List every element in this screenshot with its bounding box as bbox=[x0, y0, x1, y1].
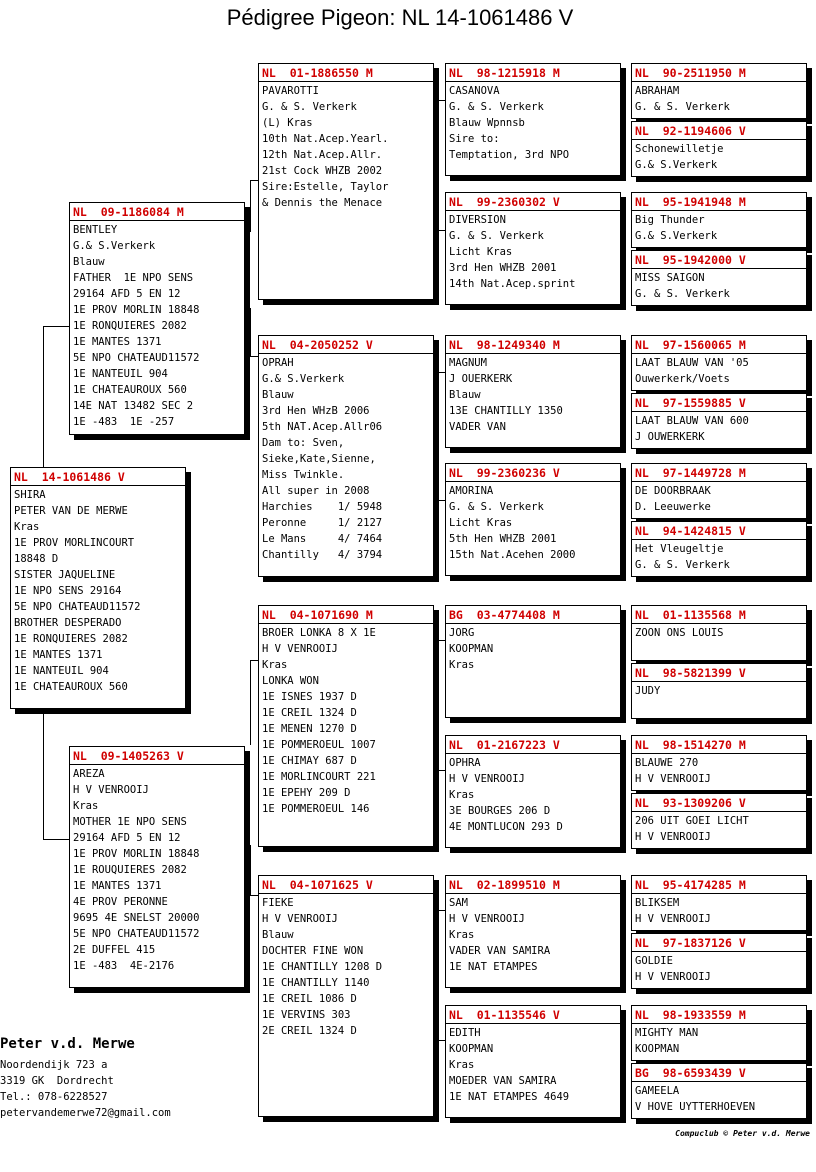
pigeon-details bbox=[446, 1024, 620, 1105]
pigeon-details bbox=[632, 482, 806, 515]
connector-line bbox=[437, 770, 445, 771]
detail-line: VADER VAN SAMIRA bbox=[449, 945, 551, 957]
pigeon-name: LAAT BLAUW VAN 600 bbox=[635, 415, 749, 427]
pigeon-details bbox=[632, 624, 806, 641]
pigeon-name: MAGNUM bbox=[449, 357, 487, 369]
detail-line: J OUERKERK bbox=[449, 373, 513, 385]
detail-line: 12th Nat.Acep.Allr. bbox=[262, 149, 383, 161]
pigeon-name: 206 UIT GOEI LICHT bbox=[635, 815, 749, 827]
pigeon-details bbox=[70, 765, 244, 974]
ring-number: NL 99-2360236 V bbox=[446, 464, 620, 482]
ring-number: NL 01-1886550 M bbox=[259, 64, 433, 82]
ring-number: BG 98-6593439 V bbox=[632, 1064, 806, 1082]
ring-number: NL 04-2050252 V bbox=[259, 336, 433, 354]
detail-line: 18848 D bbox=[14, 553, 59, 565]
detail-line: Kras bbox=[449, 1059, 475, 1071]
ring-number: NL 99-2360302 V bbox=[446, 193, 620, 211]
detail-line: Sire to: bbox=[449, 133, 500, 145]
pigeon-name: DIVERSION bbox=[449, 214, 506, 226]
detail-line: Sire:Estelle, Taylor bbox=[262, 181, 389, 193]
pigeon-details bbox=[632, 1024, 806, 1057]
pigeon-card-g10 bbox=[631, 663, 807, 719]
detail-line: 1E POMMEROEUL 146 bbox=[262, 803, 370, 815]
detail-line: All super in 2008 bbox=[262, 485, 370, 497]
detail-line: G. & S. Verkerk bbox=[449, 101, 544, 113]
detail-line: G. & S. Verkerk bbox=[635, 559, 730, 571]
detail-line: 1E NANTEUIL 904 bbox=[73, 368, 168, 380]
detail-line: 1E MANTES 1371 bbox=[14, 649, 103, 661]
detail-line: 1E CHIMAY 687 D bbox=[262, 755, 357, 767]
pigeon-name: SAM bbox=[449, 897, 468, 909]
pigeon-card-g15 bbox=[631, 1005, 807, 1061]
pigeon-name: OPHRA bbox=[449, 757, 481, 769]
pigeon-card-g9 bbox=[631, 605, 807, 661]
pigeon-details bbox=[632, 412, 806, 445]
detail-line: KOOPMAN bbox=[635, 1043, 680, 1055]
detail-line: Chantilly 4/ 3794 bbox=[262, 549, 383, 561]
detail-line: BROTHER DESPERADO bbox=[14, 617, 122, 629]
credit-text: Compuclub © Peter v.d. Merwe bbox=[675, 1129, 810, 1138]
detail-line: 1E CREIL 1086 D bbox=[262, 993, 357, 1005]
detail-line: Peronne 1/ 2127 bbox=[262, 517, 383, 529]
connector-line bbox=[250, 895, 258, 896]
pigeon-card-mfm bbox=[445, 735, 621, 848]
detail-line: 1E POMMEROEUL 1007 bbox=[262, 739, 376, 751]
detail-line: KOOPMAN bbox=[449, 1043, 494, 1055]
ring-number: NL 97-1837126 V bbox=[632, 934, 806, 952]
pigeon-name: GAMEELA bbox=[635, 1085, 680, 1097]
owner-email: petervandemerwe72@gmail.com bbox=[0, 1107, 171, 1119]
pigeon-name: AREZA bbox=[73, 768, 105, 780]
pigeon-name: MISS SAIGON bbox=[635, 272, 705, 284]
detail-line: 1E -483 1E -257 bbox=[73, 416, 175, 428]
ring-number: NL 95-1942000 V bbox=[632, 251, 806, 269]
owner-phone: Tel.: 078-6228527 bbox=[0, 1091, 108, 1103]
ring-number: NL 94-1424815 V bbox=[632, 522, 806, 540]
detail-line: H V VENROOIJ bbox=[449, 773, 525, 785]
pigeon-details bbox=[632, 952, 806, 985]
detail-line: KOOPMAN bbox=[449, 643, 494, 655]
pigeon-card-subject bbox=[10, 467, 186, 709]
pigeon-card-mmf bbox=[445, 875, 621, 988]
detail-line: Blauw bbox=[262, 389, 294, 401]
pigeon-card-g8 bbox=[631, 521, 807, 577]
pigeon-card-g13 bbox=[631, 875, 807, 931]
pigeon-details bbox=[632, 894, 806, 927]
detail-line: 5th Hen WHZB 2001 bbox=[449, 533, 557, 545]
detail-line: Blauw Wpnnsb bbox=[449, 117, 525, 129]
ring-number: NL 14-1061486 V bbox=[11, 468, 185, 486]
pigeon-name: Big Thunder bbox=[635, 214, 705, 226]
detail-line: G. & S. Verkerk bbox=[635, 101, 730, 113]
pigeon-details bbox=[632, 82, 806, 115]
detail-line: Licht Kras bbox=[449, 246, 513, 258]
pigeon-details bbox=[446, 624, 620, 673]
detail-line: SISTER JAQUELINE bbox=[14, 569, 116, 581]
pigeon-name: JUDY bbox=[635, 685, 661, 697]
detail-line: 2E DUFFEL 415 bbox=[73, 944, 156, 956]
detail-line: G.& S.Verkerk bbox=[635, 159, 718, 171]
pigeon-name: LAAT BLAUW VAN '05 bbox=[635, 357, 749, 369]
ring-number: BG 03-4774408 M bbox=[446, 606, 620, 624]
pigeon-name: BLAUWE 270 bbox=[635, 757, 699, 769]
connector-line bbox=[250, 356, 258, 357]
pigeon-card-g4 bbox=[631, 250, 807, 306]
detail-line: 4E PROV PERONNE bbox=[73, 896, 168, 908]
pigeon-card-g12 bbox=[631, 793, 807, 849]
pigeon-details bbox=[632, 812, 806, 845]
pigeon-card-mother bbox=[69, 746, 245, 988]
detail-line: Kras bbox=[262, 659, 288, 671]
ring-number: NL 01-2167223 V bbox=[446, 736, 620, 754]
pigeon-details bbox=[446, 354, 620, 435]
detail-line: Le Mans 4/ 7464 bbox=[262, 533, 383, 545]
connector-line bbox=[250, 660, 258, 661]
ring-number: NL 98-1249340 M bbox=[446, 336, 620, 354]
detail-line: Temptation, 3rd NPO bbox=[449, 149, 570, 161]
detail-line: 15th Nat.Acehen 2000 bbox=[449, 549, 576, 561]
pigeon-details bbox=[632, 269, 806, 302]
detail-line: 1E CHANTILLY 1208 D bbox=[262, 961, 383, 973]
detail-line: 1E -483 4E-2176 bbox=[73, 960, 175, 972]
detail-line: 1E ISNES 1937 D bbox=[262, 691, 357, 703]
ring-number: NL 04-1071625 V bbox=[259, 876, 433, 894]
pigeon-card-fmf bbox=[445, 335, 621, 448]
pigeon-details bbox=[446, 482, 620, 563]
connector-line bbox=[437, 640, 445, 641]
detail-line: 5E NPO CHATEAUD11572 bbox=[14, 601, 141, 613]
detail-line: Harchies 1/ 5948 bbox=[262, 501, 383, 513]
pigeon-name: ABRAHAM bbox=[635, 85, 680, 97]
connector-line bbox=[43, 709, 44, 839]
detail-line: 1E CHANTILLY 1140 bbox=[262, 977, 370, 989]
pigeon-card-mf bbox=[258, 605, 434, 847]
pigeon-card-ff bbox=[258, 63, 434, 300]
pigeon-name: PAVAROTTI bbox=[262, 85, 319, 97]
detail-line: Sieke,Kate,Sienne, bbox=[262, 453, 376, 465]
detail-line: 3rd Hen WHzB 2006 bbox=[262, 405, 370, 417]
ring-number: NL 98-1514270 M bbox=[632, 736, 806, 754]
detail-line: 1E ROUQUIERES 2082 bbox=[73, 864, 187, 876]
pigeon-card-g7 bbox=[631, 463, 807, 519]
detail-line: 14th Nat.Acep.sprint bbox=[449, 278, 576, 290]
pigeon-card-g16 bbox=[631, 1063, 807, 1119]
pigeon-name: BENTLEY bbox=[73, 224, 118, 236]
detail-line: 1E NPO SENS 29164 bbox=[14, 585, 122, 597]
detail-line: H V VENROOIJ bbox=[262, 913, 338, 925]
pigeon-card-g1 bbox=[631, 63, 807, 119]
connector-line bbox=[43, 326, 69, 327]
pigeon-card-g2 bbox=[631, 121, 807, 177]
ring-number: NL 98-5821399 V bbox=[632, 664, 806, 682]
connector-line bbox=[437, 910, 445, 911]
detail-line: 5E NPO CHATEAUD11572 bbox=[73, 352, 200, 364]
ring-number: NL 09-1405263 V bbox=[70, 747, 244, 765]
detail-line: (L) Kras bbox=[262, 117, 313, 129]
detail-line: DOCHTER FINE WON bbox=[262, 945, 364, 957]
pigeon-name: BROER LONKA 8 X 1E bbox=[262, 627, 376, 639]
detail-line: LONKA WON bbox=[262, 675, 319, 687]
detail-line: 10th Nat.Acep.Yearl. bbox=[262, 133, 389, 145]
detail-line: 9695 4E SNELST 20000 bbox=[73, 912, 200, 924]
detail-line: 5E NPO CHATEAUD11572 bbox=[73, 928, 200, 940]
detail-line: H V VENROOIJ bbox=[449, 913, 525, 925]
detail-line: 1E NAT ETAMPES 4649 bbox=[449, 1091, 570, 1103]
pigeon-card-fff bbox=[445, 63, 621, 176]
detail-line: 1E MANTES 1371 bbox=[73, 336, 162, 348]
pigeon-name: ZOON ONS LOUIS bbox=[635, 627, 724, 639]
detail-line: G.& S.Verkerk bbox=[262, 373, 345, 385]
detail-line: G. & S. Verkerk bbox=[449, 230, 544, 242]
pigeon-name: MIGHTY MAN bbox=[635, 1027, 699, 1039]
pigeon-details bbox=[446, 894, 620, 975]
detail-line: 4E MONTLUCON 293 D bbox=[449, 821, 563, 833]
pigeon-details bbox=[446, 211, 620, 292]
pigeon-card-mm bbox=[258, 875, 434, 1117]
pigeon-card-g6 bbox=[631, 393, 807, 449]
ring-number: NL 04-1071690 M bbox=[259, 606, 433, 624]
detail-line: FATHER 1E NPO SENS bbox=[73, 272, 194, 284]
ring-number: NL 95-1941948 M bbox=[632, 193, 806, 211]
detail-line: H V VENROOIJ bbox=[262, 643, 338, 655]
pigeon-name: FIEKE bbox=[262, 897, 294, 909]
detail-line: & Dennis the Menace bbox=[262, 197, 383, 209]
pigeon-details bbox=[632, 1082, 806, 1115]
ring-number: NL 98-1933559 M bbox=[632, 1006, 806, 1024]
owner-address: Noordendijk 723 a bbox=[0, 1059, 108, 1071]
detail-line: MOEDER VAN SAMIRA bbox=[449, 1075, 557, 1087]
pigeon-details bbox=[446, 754, 620, 835]
pigeon-details bbox=[632, 754, 806, 787]
page-title: Pédigree Pigeon: NL 14-1061486 V bbox=[226, 5, 574, 30]
detail-line: Kras bbox=[449, 659, 475, 671]
detail-line: 1E CHATEAUROUX 560 bbox=[73, 384, 187, 396]
detail-line: H V VENROOIJ bbox=[635, 913, 711, 925]
connector-line bbox=[437, 230, 445, 231]
pigeon-card-g11 bbox=[631, 735, 807, 791]
pigeon-card-ffm bbox=[445, 192, 621, 305]
pigeon-card-mff bbox=[445, 605, 621, 718]
pigeon-details bbox=[11, 486, 185, 695]
detail-line: Kras bbox=[14, 521, 40, 533]
pigeon-details bbox=[632, 211, 806, 244]
pigeon-name: BLIKSEM bbox=[635, 897, 680, 909]
connector-line bbox=[43, 326, 44, 467]
detail-line: 29164 AFD 5 EN 12 bbox=[73, 288, 181, 300]
detail-line: 3E BOURGES 206 D bbox=[449, 805, 551, 817]
ring-number: NL 92-1194606 V bbox=[632, 122, 806, 140]
detail-line: 1E CHATEAUROUX 560 bbox=[14, 681, 128, 693]
detail-line: Kras bbox=[73, 800, 99, 812]
ring-number: NL 01-1135546 V bbox=[446, 1006, 620, 1024]
pigeon-card-g14 bbox=[631, 933, 807, 989]
ring-number: NL 97-1560065 M bbox=[632, 336, 806, 354]
detail-line: 1E MORLINCOURT 221 bbox=[262, 771, 376, 783]
detail-line: J OUWERKERK bbox=[635, 431, 705, 443]
detail-line: 21st Cock WHZB 2002 bbox=[262, 165, 383, 177]
detail-line: Blauw bbox=[262, 929, 294, 941]
connector-line bbox=[437, 1040, 445, 1041]
pigeon-details bbox=[70, 221, 244, 430]
detail-line: G. & S. Verkerk bbox=[635, 288, 730, 300]
ring-number: NL 09-1186084 M bbox=[70, 203, 244, 221]
detail-line: MOTHER 1E NPO SENS bbox=[73, 816, 187, 828]
detail-line: VADER VAN bbox=[449, 421, 506, 433]
detail-line: 1E MENEN 1270 D bbox=[262, 723, 357, 735]
detail-line: 1E RONQUIERES 2082 bbox=[73, 320, 187, 332]
ring-number: NL 95-4174285 M bbox=[632, 876, 806, 894]
owner-name: Peter v.d. Merwe bbox=[0, 1036, 135, 1052]
pigeon-name: EDITH bbox=[449, 1027, 481, 1039]
pigeon-details bbox=[259, 894, 433, 1039]
pigeon-card-g5 bbox=[631, 335, 807, 391]
pigeon-card-fmm bbox=[445, 463, 621, 576]
detail-line: G.& S.Verkerk bbox=[635, 230, 718, 242]
connector-line bbox=[250, 180, 258, 181]
pigeon-details bbox=[259, 624, 433, 817]
detail-line: Dam to: Sven, bbox=[262, 437, 345, 449]
pigeon-name: JORG bbox=[449, 627, 475, 639]
detail-line: Blauw bbox=[449, 389, 481, 401]
detail-line: 29164 AFD 5 EN 12 bbox=[73, 832, 181, 844]
pigeon-name: GOLDIE bbox=[635, 955, 673, 967]
connector-line bbox=[250, 180, 251, 232]
pigeon-name: AMORINA bbox=[449, 485, 494, 497]
pigeon-details bbox=[259, 354, 433, 563]
detail-line: H V VENROOIJ bbox=[635, 773, 711, 785]
pigeon-card-g3 bbox=[631, 192, 807, 248]
connector-line bbox=[437, 500, 445, 501]
detail-line: 1E CREIL 1324 D bbox=[262, 707, 357, 719]
detail-line: 3rd Hen WHZB 2001 bbox=[449, 262, 557, 274]
connector-line bbox=[250, 660, 251, 745]
ring-number: NL 97-1449728 M bbox=[632, 464, 806, 482]
detail-line: G. & S. Verkerk bbox=[449, 501, 544, 513]
detail-line: 2E CREIL 1324 D bbox=[262, 1025, 357, 1037]
detail-line: 1E EPEHY 209 D bbox=[262, 787, 351, 799]
connector-line bbox=[437, 372, 445, 373]
pigeon-name: CASANOVA bbox=[449, 85, 500, 97]
detail-line: H V VENROOIJ bbox=[73, 784, 149, 796]
ring-number: NL 90-2511950 M bbox=[632, 64, 806, 82]
detail-line: 14E NAT 13482 SEC 2 bbox=[73, 400, 194, 412]
detail-line: Blauw bbox=[73, 256, 105, 268]
detail-line: 1E VERVINS 303 bbox=[262, 1009, 351, 1021]
pigeon-name: SHIRA bbox=[14, 489, 46, 501]
pigeon-card-father bbox=[69, 202, 245, 435]
pigeon-name: Het Vleugeltje bbox=[635, 543, 724, 555]
detail-line: H V VENROOIJ bbox=[635, 831, 711, 843]
detail-line: Kras bbox=[449, 789, 475, 801]
pigeon-details bbox=[632, 682, 806, 699]
pigeon-details bbox=[632, 354, 806, 387]
detail-line: V HOVE UYTTERHOEVEN bbox=[635, 1101, 756, 1113]
ring-number: NL 97-1559885 V bbox=[632, 394, 806, 412]
detail-line: 13E CHANTILLY 1350 bbox=[449, 405, 563, 417]
detail-line: 1E NAT ETAMPES bbox=[449, 961, 538, 973]
detail-line: Licht Kras bbox=[449, 517, 513, 529]
ring-number: NL 98-1215918 M bbox=[446, 64, 620, 82]
connector-line bbox=[43, 839, 69, 840]
connector-line bbox=[437, 100, 445, 101]
ring-number: NL 02-1899510 M bbox=[446, 876, 620, 894]
detail-line: 1E RONQUIERES 2082 bbox=[14, 633, 128, 645]
detail-line: H V VENROOIJ bbox=[635, 971, 711, 983]
ring-number: NL 01-1135568 M bbox=[632, 606, 806, 624]
ring-number: NL 93-1309206 V bbox=[632, 794, 806, 812]
detail-line: 1E NANTEUIL 904 bbox=[14, 665, 109, 677]
detail-line: D. Leeuwerke bbox=[635, 501, 711, 513]
detail-line: PETER VAN DE MERWE bbox=[14, 505, 128, 517]
detail-line: 1E PROV MORLIN 18848 bbox=[73, 848, 200, 860]
owner-city: 3319 GK Dordrecht bbox=[0, 1075, 114, 1087]
detail-line: 1E PROV MORLINCOURT bbox=[14, 537, 135, 549]
pigeon-name: Schonewilletje bbox=[635, 143, 724, 155]
pigeon-details bbox=[632, 540, 806, 573]
detail-line: 1E PROV MORLIN 18848 bbox=[73, 304, 200, 316]
pigeon-details bbox=[632, 140, 806, 173]
pigeon-name: OPRAH bbox=[262, 357, 294, 369]
detail-line: Ouwerkerk/Voets bbox=[635, 373, 730, 385]
detail-line: Miss Twinkle. bbox=[262, 469, 345, 481]
pigeon-name: DE DOORBRAAK bbox=[635, 485, 711, 497]
pigeon-details bbox=[259, 82, 433, 211]
connector-line bbox=[250, 845, 251, 895]
detail-line: Kras bbox=[449, 929, 475, 941]
pigeon-details bbox=[446, 82, 620, 163]
detail-line: 5th NAT.Acep.Allr06 bbox=[262, 421, 383, 433]
detail-line: 1E MANTES 1371 bbox=[73, 880, 162, 892]
pigeon-card-fm bbox=[258, 335, 434, 577]
pigeon-card-mmm bbox=[445, 1005, 621, 1118]
detail-line: G. & S. Verkerk bbox=[262, 101, 357, 113]
connector-line bbox=[250, 308, 251, 356]
detail-line: G.& S.Verkerk bbox=[73, 240, 156, 252]
